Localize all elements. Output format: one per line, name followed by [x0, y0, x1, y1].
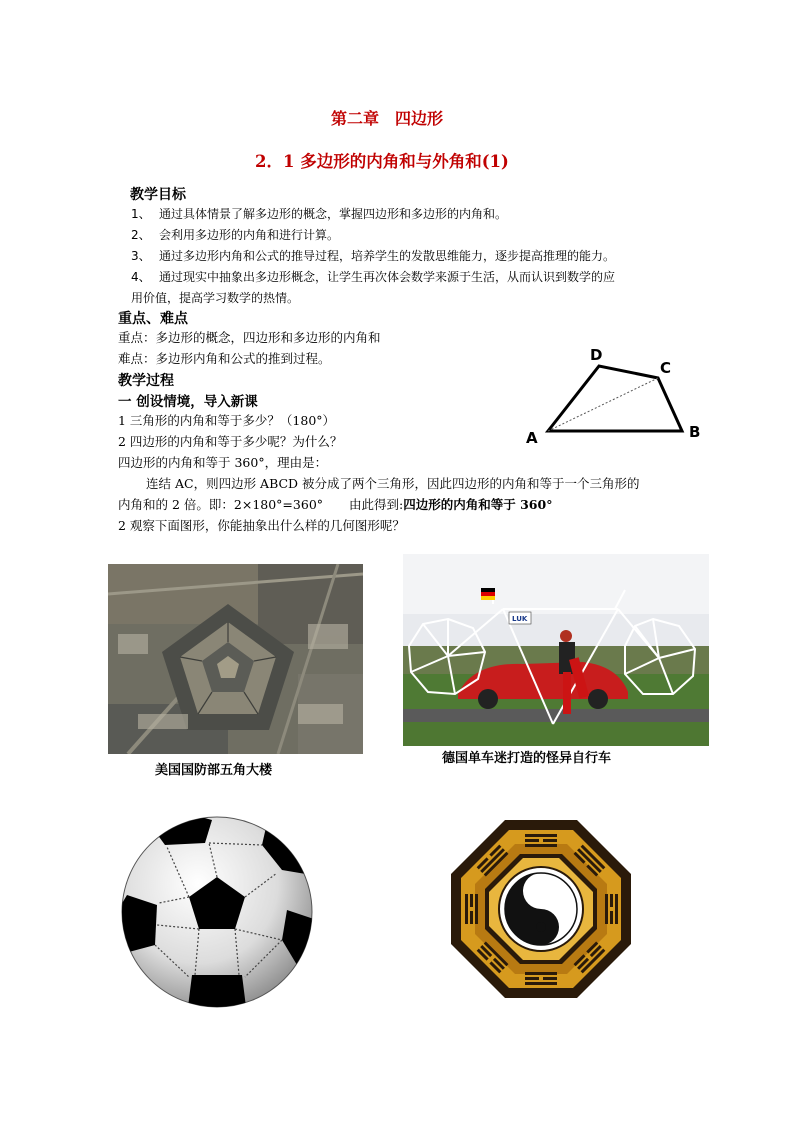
vertex-label-b: B — [689, 423, 701, 441]
answer-line: 四边形的内角和等于 360°，理由是： — [118, 455, 328, 470]
key-point: 重点：多边形的概念，四边形和多边形的内角和 — [118, 330, 381, 345]
bagua-image — [449, 818, 633, 1000]
diagonal-ac — [548, 378, 658, 431]
bicycle-photo — [403, 554, 709, 746]
reason-line-1: 连结 AC，则四边形 ABCD 被分成了两个三角形，因此四边形的内角和等于一个三角形的 — [146, 476, 640, 491]
keypoints-heading: 重点、难点 — [118, 311, 188, 327]
caption-bicycle: 德国单车迷打造的怪异自行车 — [442, 751, 612, 766]
question-3: 2 观察下面图形，你能抽象出什么样的几何图形呢？ — [118, 518, 405, 533]
objective-item: 4、 通过现实中抽象出多边形概念，让学生再次体会数学来源于生活，从而认识到数学的应 — [131, 270, 616, 284]
reason-line-2: 内角和的 2 倍。即：2×180°=360° 由此得到:四边形的内角和等于 360° — [118, 497, 553, 512]
objectives-heading: 教学目标 — [130, 187, 186, 203]
caption-pentagon: 美国国防部五角大楼 — [155, 763, 273, 778]
difficult-point: 难点：多边形内角和公式的推到过程。 — [118, 351, 331, 366]
vertex-label-c: C — [660, 359, 672, 377]
section-title: 2．1 多边形的内角和与外角和(1) — [255, 152, 509, 171]
objective-item: 2、 会利用多边形的内角和进行计算。 — [131, 228, 340, 242]
objective-item-continued: 用价值，提高学习数学的热情。 — [131, 291, 300, 305]
process-heading: 教学过程 — [118, 373, 174, 389]
soccer-ball-image — [117, 815, 317, 1010]
vertex-label-d: D — [590, 346, 603, 364]
question-1: 1 三角形的内角和等于多少？（180°） — [118, 413, 336, 428]
process-subheading: 一 创设情境，导入新课 — [118, 394, 258, 410]
bike-sign-text: LUK — [512, 615, 528, 623]
chapter-title: 第二章 四边形 — [331, 109, 444, 128]
question-2: 2 四边形的内角和等于多少呢？为什么？ — [118, 434, 343, 449]
objective-item: 1、 通过具体情景了解多边形的概念，掌握四边形和多边形的内角和。 — [131, 207, 508, 221]
quadrilateral-diagram — [520, 340, 710, 450]
pentagon-photo — [108, 564, 363, 754]
objective-item: 3、 通过多边形内角和公式的推导过程，培养学生的发散思维能力，逐步提高推理的能力。 — [131, 249, 616, 263]
vertex-label-a: A — [526, 429, 538, 447]
